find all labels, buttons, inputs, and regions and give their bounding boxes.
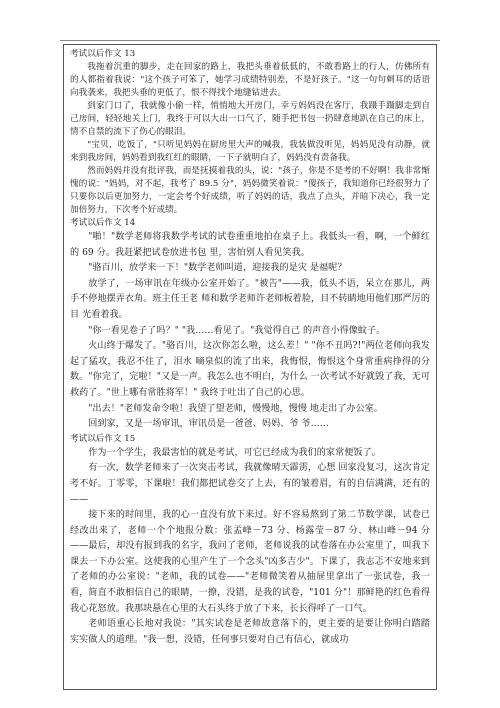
- essay-13-paragraph-2: 到家门口了，我就像小偷一样，悄悄地大开房门，幸亏妈妈没在客厅，我蹑手蹑脚走到自己房间，轻轻地关上门，我终于可以大出一口气了，随手把书包一扔肆意地趴在自己的床上，情不自禁的流下了伤心的眼泪。: [70, 101, 430, 137]
- essay-14-paragraph-5: 火山终于爆发了。"骆百川，这次你怎么啦，这么差！" "你不丑吗?!"两位老师向我发起了猛攻，我忍不住了，泪水 嘀泉似的流了出来，我悔恨，悔恨这个身常重病挣得的分数。"你完了，完啦！"又是一声。我怎么也不明白，为什么 一次考试不好就毁了我，无可救药了。"世上哪有常胜将军！" 我终于吐出了自己的心思。: [70, 341, 430, 398]
- essay-13-title: 考试以后作文 13: [70, 49, 136, 59]
- essay-13-paragraph-3: "宝贝，吃饭了，"只听见妈妈在厨房里大声的喊我，我装做没听见，妈妈见没有动静，就来到我房间，妈妈看到我红红的眼睛，一下子就明白了，妈妈没有责备我。: [70, 140, 430, 163]
- top-rule: [60, 40, 440, 41]
- essay-13-paragraph-1: 我拖着沉重的脚步，走在回家的路上，我把头垂着低低的，不敢看路上的行人，仿佛所有的人都指着我说："这个孩子可笨了，她学习成绩特别差，不是好孩子。"这一句句刺耳的话语向我袭来，我把头垂的更低了，恨不得找个地缝钻进去。: [70, 62, 430, 98]
- essay-15-paragraph-1: 作为一个学生，我最害怕的就是考试，可它已经成为我们的家常便饭了。: [88, 447, 381, 458]
- essay-14-paragraph-3: 放学了，一场审讯在年级办公室开始了。"被告"——我，低头不语，呆立在那儿，两手不停地摆弄衣角。班主任王老 师和数学老师许老师板着脸，目不转睛地用他们那严厉的目 光看着我。: [70, 278, 430, 320]
- essay-14-paragraph-4: "你一看见卷子了吗？" "我……看见了。"我觉得自己 的声音小得像蚊子。: [88, 325, 386, 336]
- essay-14-paragraph-1: "啪！"数学老师将我数学考试的试卷重重地拍在桌子上。我低头一看，啊，一个鲜红的 69 分。我赶紧把试卷放进书包 里，害怕别人看见笑我。: [70, 232, 430, 258]
- essay-13-paragraph-4: 然而妈妈并没有批评我，而是抚摸着我的头，说："孩子，你是不是考的不好啊！我非常惭愧的说："妈妈，对不起，我考了 89.5 分"，妈妈微笑着说："傻孩子，我知道你已经很努力了只要你以后更加努力，一定会考个好成绩，听了妈妈的话，我点了点头，并暗下决心，我一定加倍努力，下次考个好成绩。: [70, 166, 430, 215]
- essay-15-paragraph-3: 接下来的时间里，我的心一直没有放下来过。好不容易熬到了第二节数学课，试卷已经改出来了，老师一个个地报分数：张孟峰－73 分、杨露莹－87 分、林山峰－94 分——最后，却没有报到我的名字，我问了老师，老师说我的试卷落在办公室里了，叫我下课去一下办公室。这使我的心里产生了一个念头"凶多吉少"。下课了，我志忑不安地来到了老师的办公室说："老师，我的试卷——"老师微笑着从抽屉里拿出了一张试卷，我一看，简直不敢相信自己的眼睛，一撩，没错，是我的试卷，"101 分"！那鲜艳的红色看得我心花怒放。我那块悬在心里的大石头终于放了下来，长长得呼了一口气。: [70, 510, 430, 614]
- document-page: [63, 44, 437, 690]
- essay-14-paragraph-2: "骆百川，放学来一下！"数学老师叫道，迎接我的是灾 是福呢？: [88, 263, 347, 274]
- essay-14-paragraph-7: 回到家，又是一场审讯，审讯员是一爸爸、妈妈、爷 爷……: [88, 419, 329, 430]
- essay-14-title: 考试以后作文 14: [70, 218, 136, 228]
- essay-15-title: 考试以后作文 15: [70, 433, 136, 444]
- essay-14-paragraph-6: "出去！"老师发命令啦！我望了望老师，慢慢地，慢慢 地走出了办公室。: [88, 403, 384, 414]
- essay-15-paragraph-2: 有一次，数学老师来了一次突击考试，我就像晴天霹雳，心想 回家没复习，这次肯定考不好。丁零零，下课啦！我们都把试卷交了上去，有的皱着眉，有的自信满满，还有的——: [70, 463, 430, 505]
- essay-15-paragraph-4: 老师语重心长地对我说："其实试卷是老师故意落下的，更主要的是要让你明白踏踏实实做人的道理。"我一想，没错，任何事只要对自己有信心，就成功: [70, 619, 430, 645]
